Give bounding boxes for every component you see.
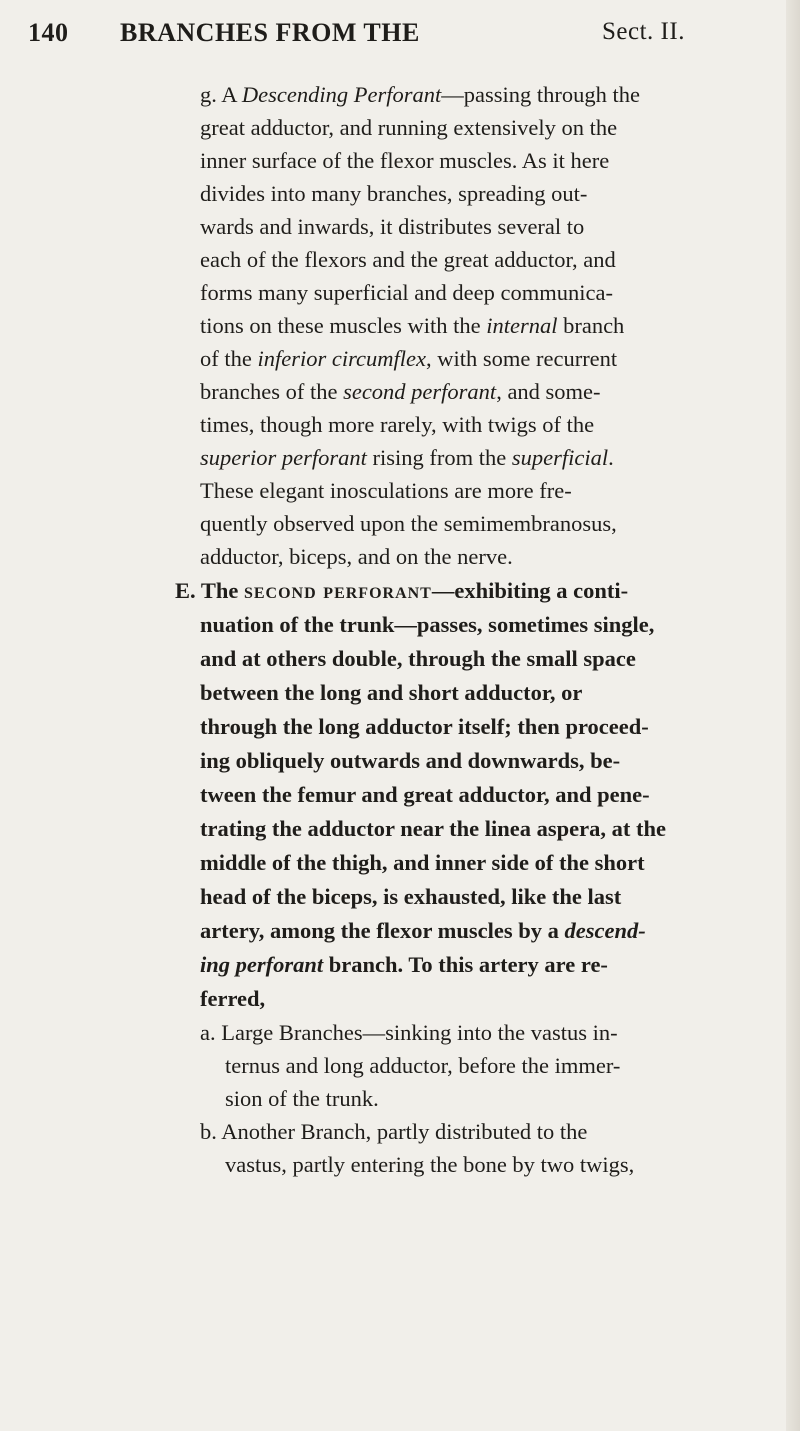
line-text: ternus and long adductor, before the immer- (225, 1053, 621, 1078)
text-line (200, 144, 609, 177)
line-text: adductor, biceps, and on the nerve. (200, 544, 513, 569)
page-number: 140 (28, 18, 69, 47)
section-label: Sect. II. (602, 18, 685, 45)
text-line (200, 540, 513, 573)
line-text: vastus, partly entering the bone by two twigs, (225, 1152, 635, 1177)
text-line (175, 574, 628, 607)
line-text: ferred, (200, 986, 266, 1011)
text-line (225, 1148, 634, 1181)
line-text: nuation of the trunk—passes, sometimes single, (200, 612, 655, 637)
line-text: middle of the thigh, and inner side of the short (200, 850, 645, 875)
italic-term: descend- (564, 918, 646, 943)
line-text: sion of the trunk. (225, 1086, 379, 1111)
italic-term: ing perforant (200, 952, 324, 977)
line-text: , and some- (496, 379, 601, 404)
line-text: . (608, 445, 614, 470)
line-text: each of the flexors and the great adductor, and (200, 247, 616, 272)
line-text: a. Large Branches—sinking into the vastus in- (200, 1020, 618, 1045)
text-line (200, 880, 621, 913)
italic-term: inferior circumflex (257, 346, 426, 371)
line-text: trating the adductor near the linea aspera, at the (200, 816, 667, 841)
text-line (200, 474, 572, 507)
line-text: head of the biceps, is exhausted, like the last (200, 884, 622, 909)
text-line (200, 342, 617, 375)
text-line (200, 243, 616, 276)
italic-term: superior perforant (200, 445, 367, 470)
line-text: —exhibiting a conti- (431, 578, 629, 603)
line-text: b. Another Branch, partly distributed to the (200, 1119, 588, 1144)
line-text: rising from the (366, 445, 512, 470)
line-text: branch. To this artery are re- (323, 952, 608, 977)
line-text: These elegant inosculations are more fre- (200, 478, 572, 503)
line-text: between the long and short adductor, or (200, 680, 583, 705)
text-line (200, 375, 601, 408)
line-text: wards and inwards, it distributes several to (200, 214, 585, 239)
text-line (200, 982, 265, 1015)
text-line (200, 408, 594, 441)
text-line (225, 1082, 379, 1115)
text-line (200, 441, 614, 474)
line-text: tween the femur and great adductor, and pene- (200, 782, 650, 807)
text-line (200, 778, 650, 811)
text-line (200, 1115, 587, 1148)
text-line (200, 210, 584, 243)
line-text: quently observed upon the semimembranosus, (200, 511, 617, 536)
text-line (200, 111, 617, 144)
text-line (200, 642, 636, 675)
text-line (200, 914, 646, 947)
line-text: of the (200, 346, 258, 371)
line-text: and at others double, through the small space (200, 646, 636, 671)
line-text: times, though more rarely, with twigs of the (200, 412, 595, 437)
line-text: forms many superficial and deep communica- (200, 280, 613, 305)
page-spine-shadow (786, 0, 800, 1431)
text-line (200, 309, 624, 342)
line-text: great adductor, and running extensively on the (200, 115, 618, 140)
line-text: artery, among the flexor muscles by a (200, 918, 565, 943)
text-line (225, 1049, 620, 1082)
text-line (200, 507, 617, 540)
text-line (200, 1016, 618, 1049)
running-title: BRANCHES FROM THE (120, 18, 420, 47)
text-line (200, 608, 654, 641)
italic-term: second perforant (343, 379, 497, 404)
smallcaps-term: second perforant (243, 578, 432, 603)
text-line (200, 812, 666, 845)
text-line (200, 78, 640, 111)
line-text: inner surface of the flexor muscles. As it here (200, 148, 610, 173)
line-text: E. The (175, 578, 244, 603)
text-line (200, 276, 613, 309)
line-text: , with some recurrent (425, 346, 618, 371)
text-line (200, 710, 649, 743)
line-text: branch (557, 313, 625, 338)
line-text: divides into many branches, spreading out- (200, 181, 588, 206)
line-text: —passing through the (441, 82, 640, 107)
line-text: branches of the (200, 379, 344, 404)
text-line (200, 948, 608, 981)
italic-term: Descending Perforant (241, 82, 442, 107)
text-line (200, 177, 587, 210)
line-text: ing obliquely outwards and downwards, be- (200, 748, 621, 773)
line-text: g. A (200, 82, 242, 107)
line-text: tions on these muscles with the (200, 313, 487, 338)
italic-term: internal (486, 313, 558, 338)
text-line (200, 676, 582, 709)
italic-term: superficial (511, 445, 609, 470)
line-text: through the long adductor itself; then proceed- (200, 714, 649, 739)
text-line (200, 846, 645, 879)
running-header (28, 18, 768, 62)
text-line (200, 744, 620, 777)
